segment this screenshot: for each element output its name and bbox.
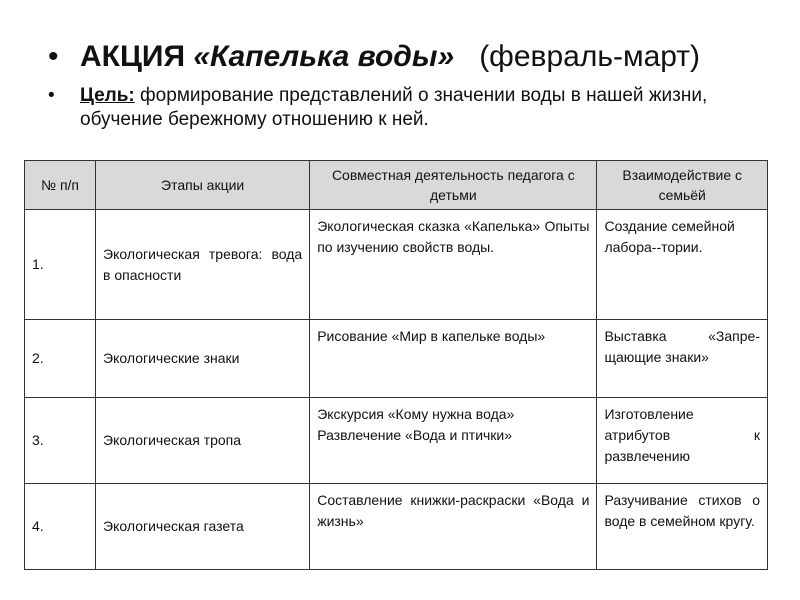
action-table [24, 160, 768, 570]
row-stage: Экологические знаки [96, 320, 310, 398]
title-period: (февраль-март) [479, 40, 701, 73]
goal-text: формирование представлений о значении воды в нашей жизни, обучение бережному отношению к ней. [80, 85, 708, 130]
row-family: Изготовление атрибутов к развлечению [597, 398, 768, 484]
row-num: 3. [25, 398, 96, 484]
bullet-icon: • [48, 85, 55, 106]
table-header-row [25, 161, 768, 210]
header-activity: Совместная деятельность педагога с детьми [310, 161, 597, 210]
row-activity: Экскурсия «Кому нужна вода» Развлечение «Вода и птички» [310, 398, 597, 484]
row-stage: Экологическая тропа [96, 398, 310, 484]
header-family: Взаимодействие с семьёй [597, 161, 768, 210]
row-activity: Экологическая сказка «Капелька» Опыты по изучению свойств воды. [310, 210, 597, 320]
bullet-icon: • [48, 40, 59, 73]
row-family: Создание семейной лабора--тории. [597, 210, 768, 320]
row-num: 1. [25, 210, 96, 320]
row-stage: Экологическая газета [96, 484, 310, 570]
row-activity: Составление книжки-раскраски «Вода и жизнь» [310, 484, 597, 570]
goal-label: Цель: [80, 85, 135, 106]
goal-line [48, 84, 778, 132]
slide-text [48, 38, 778, 132]
title-italic: «Капелька воды» [193, 40, 455, 73]
row-family: Разучивание стихов о воде в семейном кругу. [597, 484, 768, 570]
row-stage: Экологическая тревога: вода в опасности [96, 210, 310, 320]
table-row [25, 484, 768, 570]
row-num: 2. [25, 320, 96, 398]
title-bold: АКЦИЯ [80, 40, 186, 73]
slide-title [48, 38, 778, 76]
table-row [25, 398, 768, 484]
row-family: Выставка «Запре-щающие знаки» [597, 320, 768, 398]
header-num: № п/п [25, 161, 96, 210]
row-num: 4. [25, 484, 96, 570]
table-row [25, 210, 768, 320]
header-stage: Этапы акции [96, 161, 310, 210]
row-activity: Рисование «Мир в капельке воды» [310, 320, 597, 398]
table-row [25, 320, 768, 398]
